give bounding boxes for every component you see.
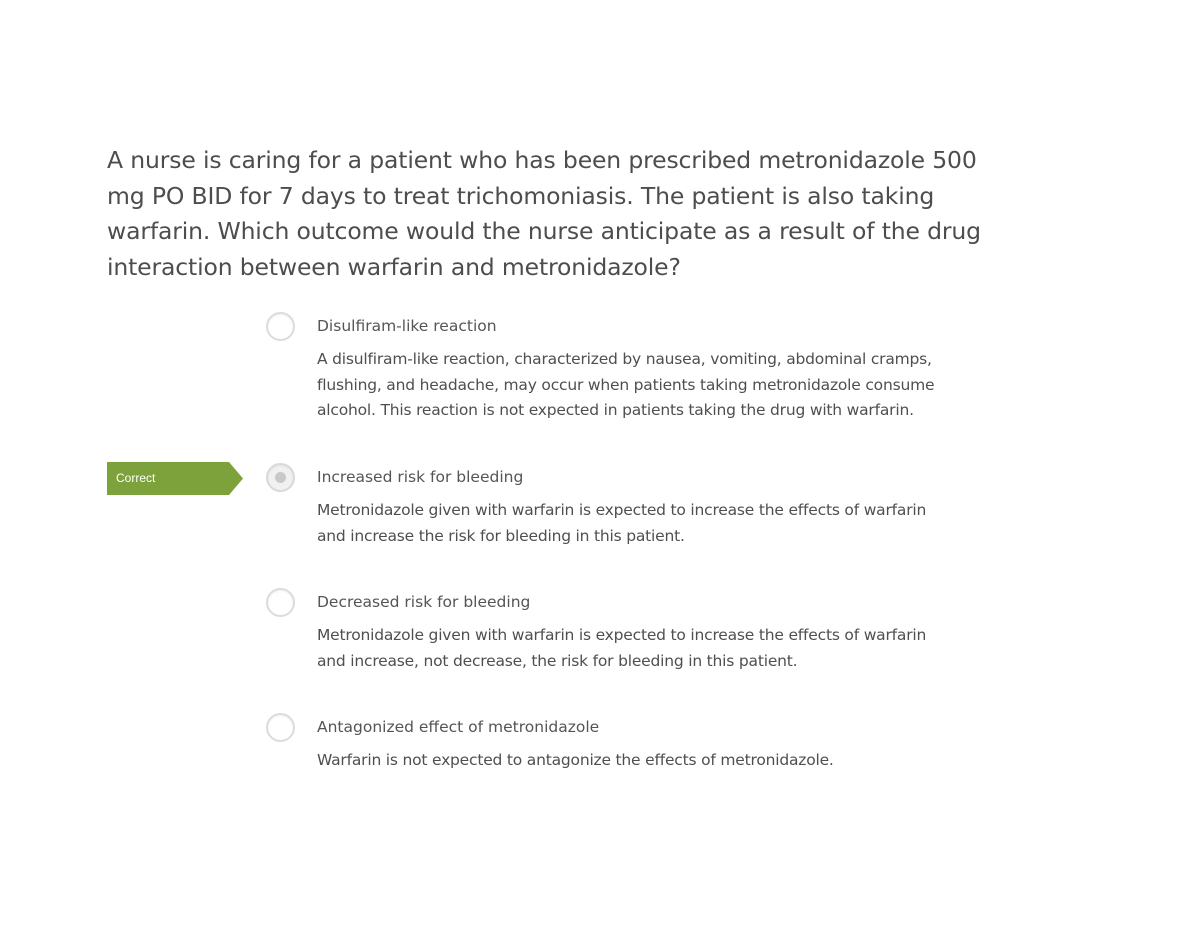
option-rationale: Metronidazole given with warfarin is expected to increase the effects of warfarin and increase, not decrease, the risk for bleeding in this patient.: [317, 626, 927, 670]
radio-button[interactable]: [266, 713, 295, 742]
option-label[interactable]: Antagonized effect of metronidazole: [317, 718, 600, 736]
option-label[interactable]: Decreased risk for bleeding: [317, 593, 531, 611]
radio-selected-dot-icon: [275, 472, 286, 483]
question-text: A nurse is caring for a patient who has been prescribed metronidazole 500 mg PO BID for 7 days to treat trichomoniasis. The patient is also taking warfarin. Which outcome would the nurse anticipate as a result of the drug interaction between warfarin and metronidazole?: [107, 146, 981, 281]
option-rationale: A disulfiram-like reaction, characterized by nausea, vomiting, abdominal cramps, flushing, and headache, may occur when patients taking metronidazole consume alcohol. This reaction is not expected in patients taking the drug with warfarin.: [317, 350, 935, 419]
option-label[interactable]: Disulfiram-like reaction: [317, 317, 497, 335]
radio-button[interactable]: [266, 588, 295, 617]
option-rationale: Warfarin is not expected to antagonize the effects of metronidazole.: [317, 751, 834, 769]
radio-button[interactable]: [266, 312, 295, 341]
radio-button-selected[interactable]: [266, 463, 295, 492]
option-rationale: Metronidazole given with warfarin is expected to increase the effects of warfarin and increase the risk for bleeding in this patient.: [317, 501, 927, 545]
option-label[interactable]: Increased risk for bleeding: [317, 468, 524, 486]
correct-badge: [107, 462, 243, 494]
correct-badge-label: Correct: [116, 471, 156, 485]
